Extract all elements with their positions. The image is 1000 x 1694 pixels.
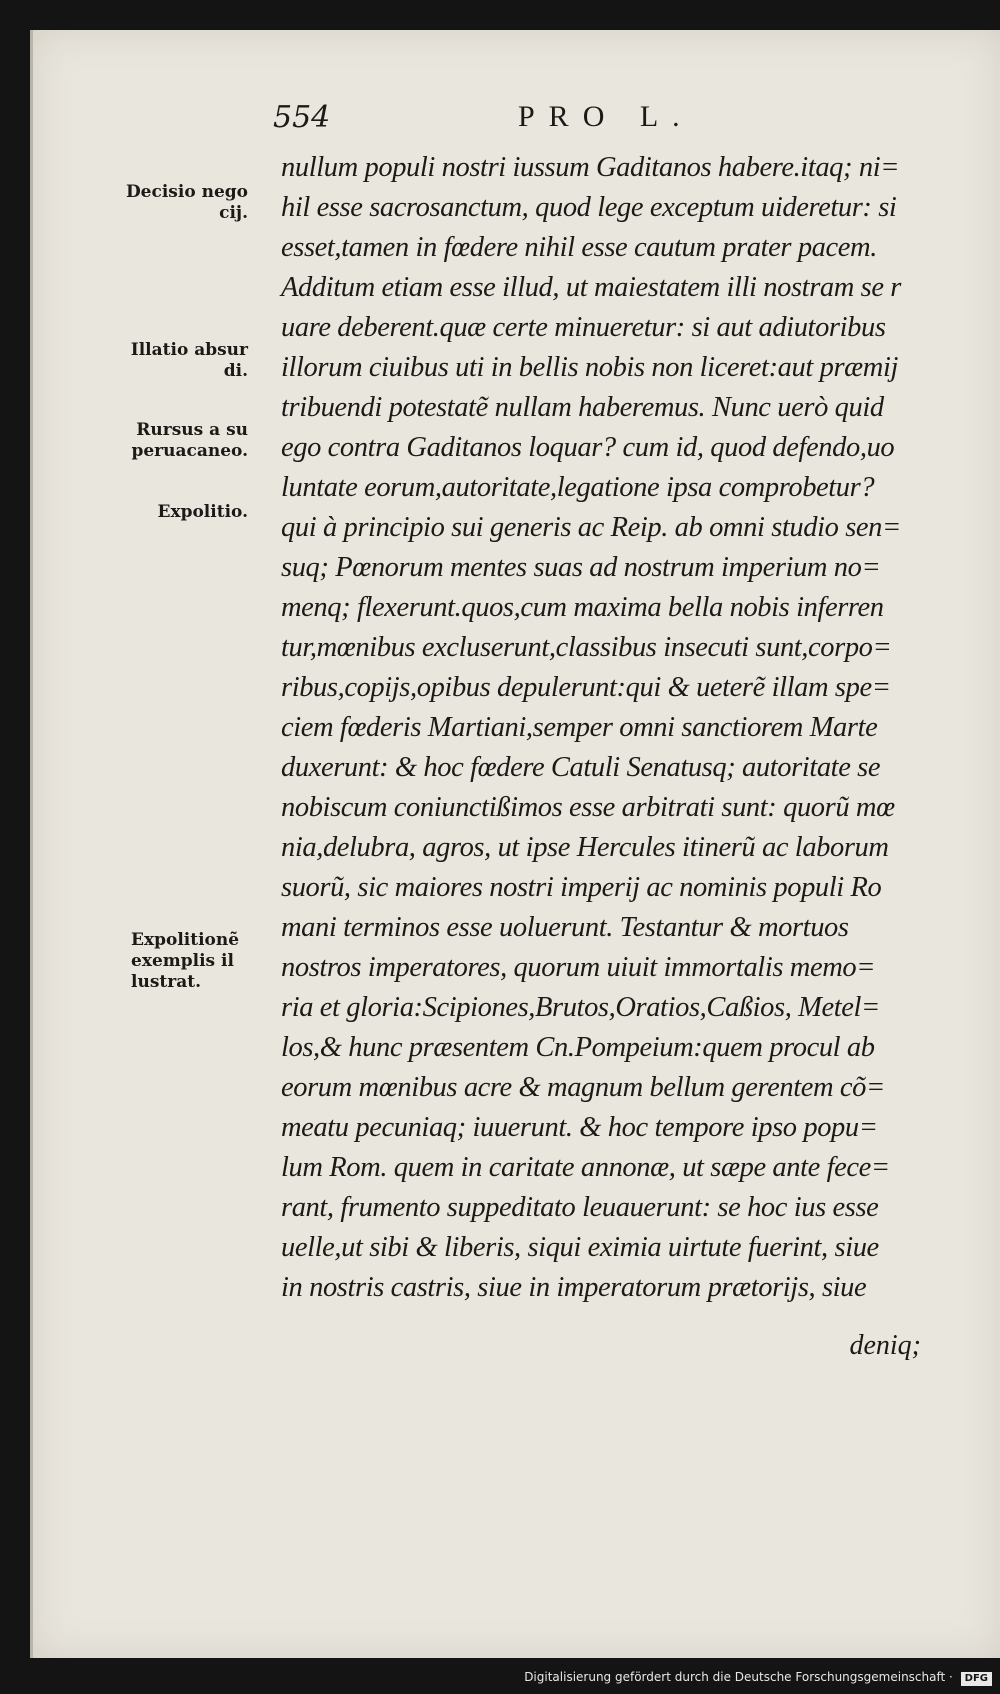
text-line: uelle,ut sibi & liberis, siqui eximia uirtute fuerint, siue (281, 1232, 879, 1263)
text-line: luntate eorum,autoritate,legatione ipsa comprobetur? (281, 472, 875, 503)
book-page (30, 30, 1000, 1658)
margin-note (98, 340, 248, 382)
credit-text: Digitalisierung gefördert durch die Deutsche Forschungsgemeinschaft (524, 1670, 946, 1684)
text-line: rant, frumento suppeditato leuauerunt: se hoc ius esse (281, 1192, 879, 1223)
body-text (281, 148, 981, 1308)
text-line: qui à principio sui generis ac Reip. ab omni studio sen= (281, 512, 901, 543)
page-header (273, 100, 973, 150)
text-line: nobiscum coniunctißimos esse arbitrati sunt: quorũ mœ (281, 792, 895, 823)
catchword: deniq; (849, 1330, 921, 1361)
text-line: illorum ciuibus uti in bellis nobis non liceret:aut præmij (281, 352, 898, 383)
text-line: esset,tamen in fœdere nihil esse cautum prater pacem. (281, 232, 877, 263)
text-line: nullum populi nostri iussum Gaditanos habere.itaq; ni= (281, 152, 900, 183)
text-line: nostros imperatores, quorum uiuit immortalis memo= (281, 952, 876, 983)
margin-note-line: peruacaneo. (131, 441, 248, 461)
margin-note-line: exemplis il (131, 951, 234, 971)
text-line: tur,mœnibus excluserunt,classibus insecuti sunt,corpo= (281, 632, 892, 663)
running-head: PRO L. (518, 100, 694, 133)
margin-note-line: lustrat. (131, 972, 201, 992)
text-line: uare deberent.quæ certe minueretur: si aut adiutoribus (281, 312, 886, 343)
text-line: ego contra Gaditanos loquar? cum id, quod defendo,uo (281, 432, 895, 463)
text-line: hil esse sacrosanctum, quod lege exceptum uideretur: si (281, 192, 897, 223)
margin-note (131, 930, 281, 993)
text-line: los,& hunc præsentem Cn.Pompeium:quem procul ab (281, 1032, 875, 1063)
text-line: meatu pecuniaq; iuuerunt. & hoc tempore ipso popu= (281, 1112, 878, 1143)
text-line: menq; flexerunt.quos,cum maxima bella nobis inferren (281, 592, 884, 623)
margin-note-line: cij. (219, 203, 248, 223)
text-line: ciem fœderis Martiani,semper omni sanctiorem Marte (281, 712, 878, 743)
margin-note-line: di. (223, 361, 248, 381)
text-line: suq; Pœnorum mentes suas ad nostrum imperium no= (281, 552, 881, 583)
margin-note-line: Expolitio. (157, 502, 248, 522)
margin-note (98, 420, 248, 462)
text-line: Additum etiam esse illud, ut maiestatem illi nostram se r (281, 272, 901, 303)
text-line: ribus,copijs,opibus depulerunt:qui & ueterẽ illam spe= (281, 672, 891, 703)
margin-note (98, 502, 248, 523)
margin-note (98, 182, 248, 224)
dfg-logo: DFG (961, 1672, 992, 1686)
margin-note-line: Illatio absur (130, 340, 248, 360)
text-line: mani terminos esse uoluerunt. Testantur & mortuos (281, 912, 849, 943)
margin-note-line: Decisio nego (125, 182, 248, 202)
text-line: duxerunt: & hoc fœdere Catuli Senatusq; autoritate se (281, 752, 881, 783)
text-line: suorũ, sic maiores nostri imperij ac nominis populi Ro (281, 872, 882, 903)
digitization-credit: Digitalisierung gefördert durch die Deutsche Forschungsgemeinschaft · DFG (524, 1666, 992, 1688)
text-line: eorum mœnibus acre & magnum bellum gerentem cõ= (281, 1072, 885, 1103)
margin-note-line: Rursus a su (136, 420, 248, 440)
text-line: tribuendi potestatẽ nullam haberemus. Nunc uerò quid (281, 392, 884, 423)
text-line: nia,delubra, agros, ut ipse Hercules itinerũ ac laborum (281, 832, 889, 863)
page-number: 554 (273, 100, 331, 135)
text-line: in nostris castris, siue in imperatorum prætorijs, siue (281, 1272, 867, 1303)
text-line: lum Rom. quem in caritate annonæ, ut sæpe ante fece= (281, 1152, 890, 1183)
text-line: ria et gloria:Scipiones,Brutos,Oratios,Caßios, Metel= (281, 992, 880, 1023)
margin-note-line: Expolitionẽ (131, 930, 240, 950)
